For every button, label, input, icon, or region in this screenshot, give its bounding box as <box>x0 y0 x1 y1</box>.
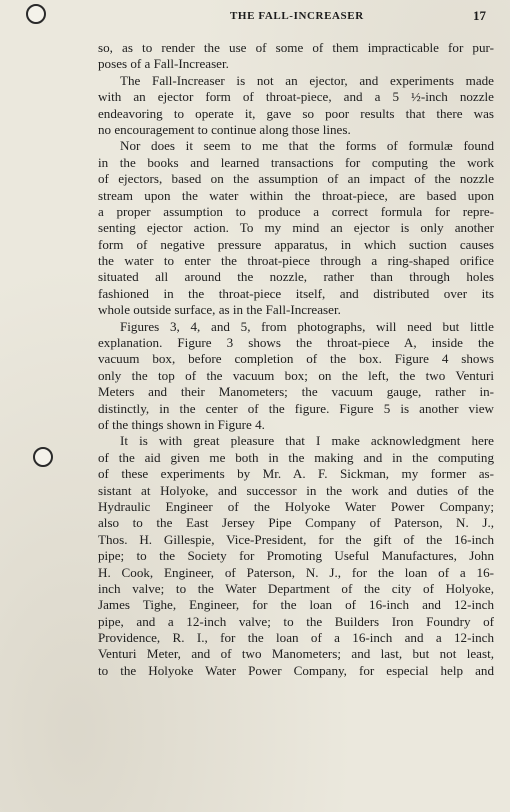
text-line: of ejectors, based on the assumption of an impact of the nozzle <box>98 171 494 187</box>
text-line: Figures 3, 4, and 5, from photographs, will need but little <box>120 318 494 334</box>
text-line: James Tighe, Engineer, for the loan of 16-inch and 12-inch <box>98 597 494 613</box>
text-line: the water to enter the throat-piece through a ring-shaped orifice <box>98 253 494 269</box>
text-line: a proper assumption to produce a correct formula for repre- <box>98 203 494 219</box>
paragraph <box>98 40 494 73</box>
text-line: poses of a Fall-Increaser. <box>98 56 229 72</box>
text-line: also to the East Jersey Pipe Company of Paterson, N. J., <box>98 515 494 531</box>
text-line: vacuum box, before completion of the box. Figure 4 shows <box>98 351 494 367</box>
text-line: explanation. Figure 3 shows the throat-piece A, inside the <box>98 335 494 351</box>
text-line: Meters and their Manometers; the vacuum gauge, rather in- <box>98 384 494 400</box>
text-line: no encouragement to continue along those lines. <box>98 121 351 137</box>
text-line: Nor does it seem to me that the forms of formulæ found <box>120 138 494 154</box>
text-line: H. Cook, Engineer, of Paterson, N. J., for the loan of a 16- <box>98 564 494 580</box>
text-line: distinctly, in the center of the figure. Figure 5 is another view <box>98 400 494 416</box>
text-line: fashioned in the throat-piece itself, and distributed over its <box>98 285 494 301</box>
paragraph <box>98 319 494 434</box>
paragraph <box>98 433 494 679</box>
text-line: stream upon the water within the throat-piece, are based upon <box>98 187 494 203</box>
text-line: Providence, R. I., for the loan of a 16-inch and a 12-inch <box>98 630 494 646</box>
text-line: Hydraulic Engineer of the Holyoke Water Power Company; <box>98 498 494 514</box>
text-line: in the books and learned transactions for computing the work <box>98 154 494 170</box>
text-line: Venturi Meter, and of two Manometers; and last, but not least, <box>98 646 494 662</box>
text-line: It is with great pleasure that I make acknowledgment here <box>120 433 494 449</box>
paragraph <box>98 138 494 318</box>
text-line: situated all around the nozzle, rather than through holes <box>98 269 494 285</box>
text-line: pipe, and a 12-inch valve; to the Builders Iron Foundry of <box>98 613 494 629</box>
text-line: to the Holyoke Water Power Company, for especial help and <box>98 662 494 678</box>
text-line: of these experiments by Mr. A. F. Sickman, my former as- <box>98 466 494 482</box>
text-line: senting ejector action. To my mind an ejector is only another <box>98 220 494 236</box>
text-line: form of negative pressure apparatus, in which suction causes <box>98 236 494 252</box>
text-line: sistant at Holyoke, and successor in the work and duties of the <box>98 482 494 498</box>
text-line: of the things shown in Figure 4. <box>98 416 265 432</box>
text-line: so, as to render the use of some of them impracticable for pur- <box>98 40 494 55</box>
page-header <box>0 8 510 28</box>
text-line: whole outside surface, as in the Fall-Increaser. <box>98 302 341 318</box>
text-line: Thos. H. Gillespie, Vice-President, for the gift of the 16-inch <box>98 531 494 547</box>
body-text <box>98 40 494 679</box>
text-line: The Fall-Increaser is not an ejector, and experiments made <box>120 72 494 88</box>
punch-hole-icon <box>33 447 53 467</box>
text-line: pipe; to the Society for Promoting Useful Manufactures, John <box>98 548 494 564</box>
text-line: endeavoring to operate it, gave so poor results that there was <box>98 105 494 121</box>
running-head: THE FALL-INCREASER <box>230 10 364 22</box>
page-number: 17 <box>473 8 486 23</box>
text-line: only the top of the vacuum box; on the left, the two Venturi <box>98 367 494 383</box>
text-line: with an ejector form of throat-piece, and a 5 ½-inch nozzle <box>98 89 494 105</box>
paragraph <box>98 73 494 139</box>
text-line: of the aid given me both in the making and in the computing <box>98 449 494 465</box>
text-line: inch valve; to the Water Department of the city of Holyoke, <box>98 580 494 596</box>
